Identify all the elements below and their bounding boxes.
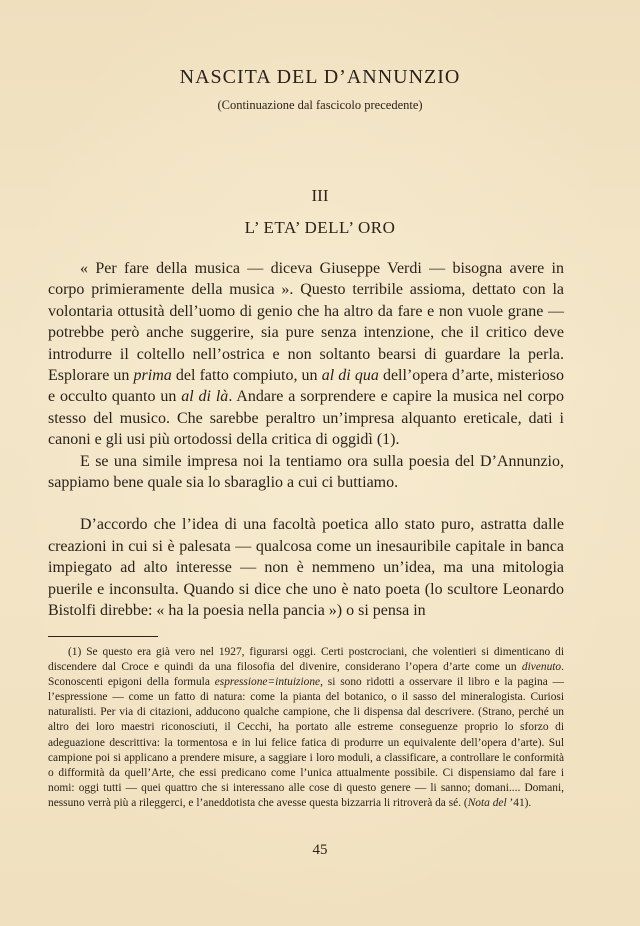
footnote-text: (1) Se questo era già vero nel 1927, figurarsi oggi. Certi postcrociani, che volentieri si dimenticano di discendere dal Croce e quindi da una filosofia del divenire, considerano l’opera d’arte come un divenuto. Sconoscenti epigoni della formula espressione=intuizione, si sono ridotti a osservare il libro e la pagina — l’espressione — come un fatto di natura: come la pianta del botanico, o il sasso del mineralogista. Curiosi naturalisti. Per via di citazioni, adducono qualche campione, che li dispensa dal descrivere. (Strano, perché un altro dei loro maestri riconosciuti, il Cecchi, ha portato alle estreme conseguenze proprio lo sforzo di adeguazione descrittiva: la tormentosa e in lui felice fatica di produrre un equivalente dell’opera d’arte). Sul campione poi si applicano a prendere misure, a saggiare i loro moduli, a classificare, a controllare le conformità o difformità da quell’Arte, che essi predicano come l’unica attualmente possibile. Ci dispensiamo dal fare i nomi: oggi tutti — quei quattro che si interessano alle cose di questo genere — li sanno; domani.... Domani, nessuno verrà più a rileggerci, e l’aneddotista che avesse questa bizzarria li ritroverà da sé. (Nota del ’41). (48, 646, 565, 809)
section-number: III (311, 186, 329, 205)
paragraph-1: « Per fare della musica — diceva Giuseppe Verdi — bisogna avere in corpo primieramente della musica ». Questo terribile assioma, dettato con la volontaria ottusità dell’uomo di genio che ha altro da fare e non vuole grane — potrebbe però anche suggerire, sia pure senza intenzione, che il critico deve introdurre il coltello nell’ostrica e non soltanto bearsi di guardare la perla. Esplorare un prima del fatto compiuto, un al di qua dell’opera d’arte, misterioso e occulto quanto un al di là. Andare a sorprendere e capire la musica nel corpo stesso del musico. Che sarebbe peraltro un’impresa alquanto ereticale, dati i canoni e gli usi più ortodossi della critica di oggidì (1). (48, 260, 565, 449)
paragraph-3: D’accordo che l’idea di una facoltà poetica allo stato puro, astratta dalle creazioni in cui si è palesata — qualcosa come un inesauribile capitale in banca impiegato ad alto interesse — non è nemmeno un’idea, ma una mitologia puerile e inconsulta. Quando si dice che uno è nato poeta (lo scultore Leonardo Bistolfi direbbe: « ha la poesia nella pancia ») o si pensa in (48, 516, 564, 620)
article-subtitle: (Continuazione dal fascicolo precedente) (217, 98, 423, 112)
paragraph-2: E se una simile impresa noi la tentiamo ora sulla poesia del D’Annunzio, sappiamo bene quale sia lo sbaraglio a cui ci buttiamo. (48, 452, 564, 492)
footnote-separator (48, 636, 158, 637)
article-title: NASCITA DEL D’ANNUNZIO (179, 66, 461, 88)
emphasis-al-di-qua: al di qua (321, 367, 379, 385)
body-text (48, 258, 564, 622)
section-title: L’ ETA’ DELL’ ORO (244, 218, 396, 237)
footnote (48, 645, 564, 811)
emphasis-prima: prima (133, 367, 172, 385)
emphasis-al-di-la: al di là (181, 388, 229, 406)
page-number: 45 (312, 842, 328, 858)
